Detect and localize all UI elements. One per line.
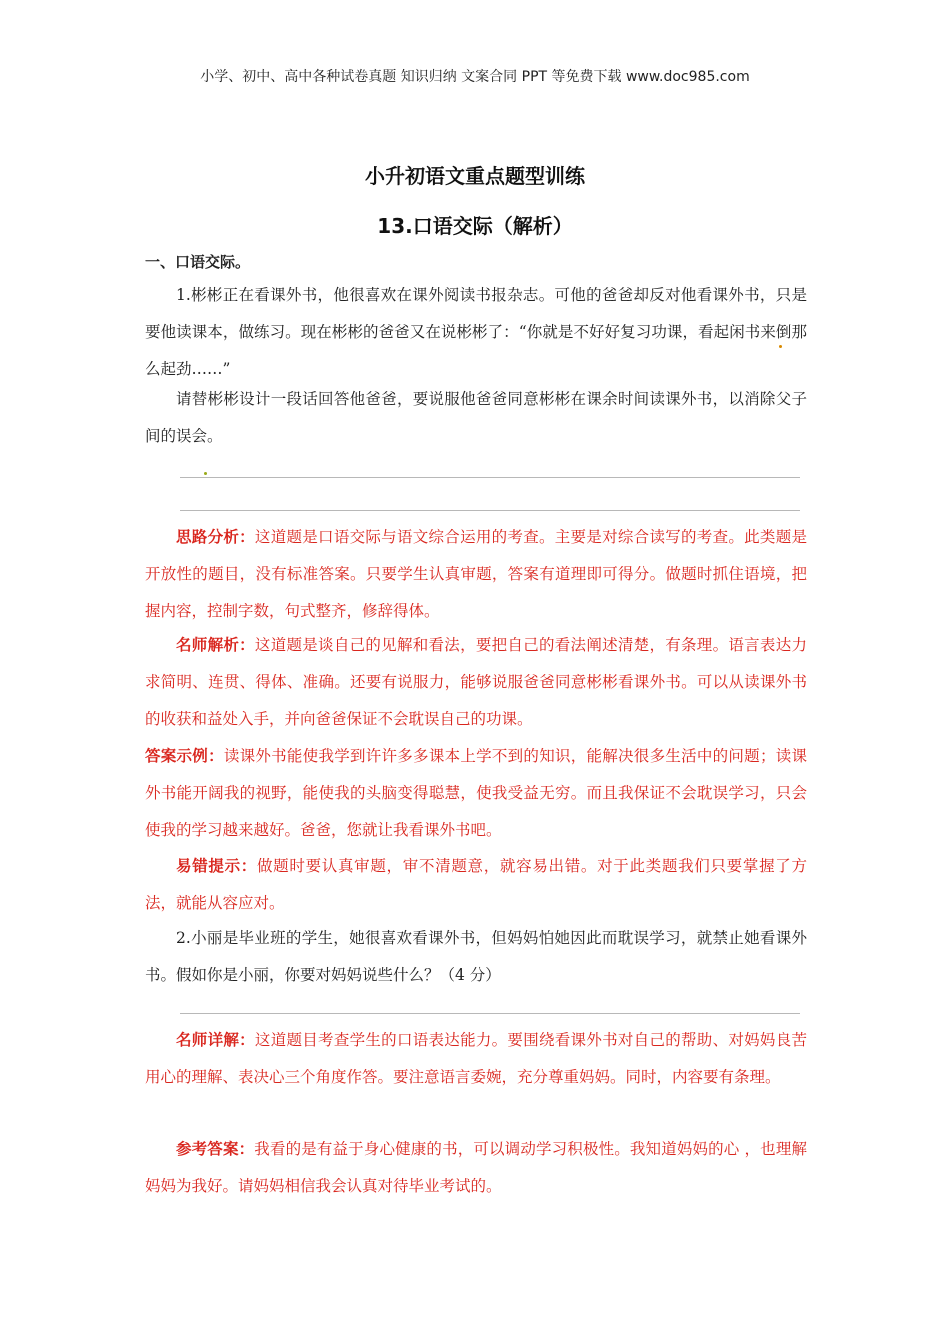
site-header: 小学、初中、高中各种试卷真题 知识归纳 文案合同 PPT 等免费下载 www.doc985.com xyxy=(200,69,750,85)
q1-answer xyxy=(145,738,807,849)
teacher-text: 这道题是谈自己的见解和看法，要把自己的看法阐述清楚，有条理。语言表达力求简明、连贯、得体、准确。还要有说服力，能够说服爸爸同意彬彬看课外书。可以从读课外书的收获和益处入手，并向爸爸保证不会耽误自己的功课。 xyxy=(145,636,807,728)
doc-subtitle: 13.口语交际（解析） xyxy=(377,214,573,238)
q1-analysis xyxy=(145,519,807,630)
q1-tip xyxy=(145,848,807,922)
q2-detail xyxy=(145,1022,807,1096)
answer-line[interactable] xyxy=(180,477,800,478)
q1-teacher-analysis xyxy=(145,627,807,738)
doc-title: 小升初语文重点题型训练 xyxy=(365,164,585,188)
q1-stem: 1.彬彬正在看课外书，他很喜欢在课外阅读书报杂志。可他的爸爸却反对他看课外书，只是要他读课本，做练习。现在彬彬的爸爸又在说彬彬了：“你就是不好好复习功课，看起闲书来倒那么起劲……” xyxy=(145,286,807,378)
reference-label: 参考答案： xyxy=(176,1140,255,1158)
highlight-mark xyxy=(779,345,782,348)
section-heading: 一、口语交际。 xyxy=(145,253,251,271)
answer-line[interactable] xyxy=(180,1013,800,1014)
answer-label: 答案示例： xyxy=(145,747,224,765)
teacher-label: 名师解析： xyxy=(176,636,255,654)
answer-text: 读课外书能使我学到许许多多课本上学不到的知识，能解决很多生活中的问题；读课外书能开阔我的视野，能使我的头脑变得聪慧，使我受益无穷。而且我保证不会耽误学习，只会使我的学习越来越好。爸爸，您就让我看课外书吧。 xyxy=(145,747,807,839)
highlight-mark xyxy=(204,472,207,475)
tip-label: 易错提示： xyxy=(176,857,257,875)
q1-task: 请替彬彬设计一段话回答他爸爸，要说服他爸爸同意彬彬在课余时间读课外书，以消除父子间的误会。 xyxy=(145,390,807,445)
answer-line[interactable] xyxy=(180,510,800,511)
detail-label: 名师详解： xyxy=(176,1031,255,1049)
analysis-label: 思路分析： xyxy=(176,528,255,546)
reference-text: 我看的是有益于身心健康的书，可以调动学习积极性。我知道妈妈的心 ，也理解妈妈为我好。请妈妈相信我会认真对待毕业考试的。 xyxy=(145,1140,807,1195)
q2-reference xyxy=(145,1131,807,1205)
q2-stem: 2.小丽是毕业班的学生，她很喜欢看课外书，但妈妈怕她因此而耽误学习，就禁止她看课外书。假如你是小丽，你要对妈妈说些什么？（4 分） xyxy=(145,929,807,984)
analysis-text: 这道题是口语交际与语文综合运用的考查。主要是对综合读写的考查。此类题是开放性的题目，没有标准答案。只要学生认真审题，答案有道理即可得分。做题时抓住语境，把握内容，控制字数，句式整齐，修辞得体。 xyxy=(145,528,807,620)
tip-text: 做题时要认真审题，审不清题意，就容易出错。对于此类题我们只要掌握了方法，就能从容应对。 xyxy=(145,857,807,912)
detail-text: 这道题目考查学生的口语表达能力。要围绕看课外书对自己的帮助、对妈妈良苦用心的理解、表决心三个角度作答。要注意语言委婉，充分尊重妈妈。同时，内容要有条理。 xyxy=(145,1031,807,1086)
